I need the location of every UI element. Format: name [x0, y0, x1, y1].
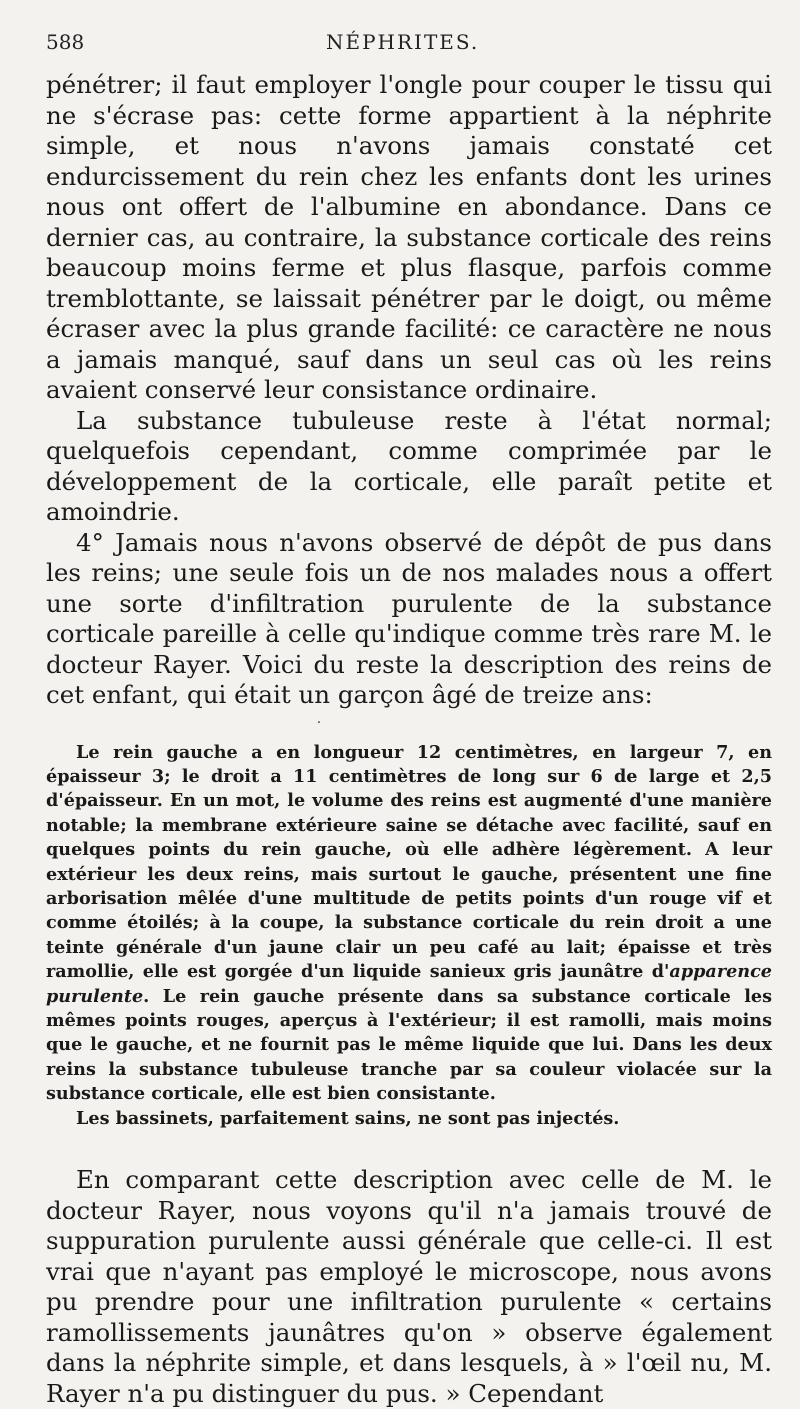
case-italic-term: apparence purulente	[46, 961, 772, 1007]
case-paragraph-1	[46, 741, 772, 1107]
page-number: 588	[46, 30, 85, 54]
case-text-part-2: . Le rein gauche présente dans sa substance corticale les mêmes points rouges, aperçus à l'extérieur; il est ramolli, mais moins que le gauche, et ne fournit pas le même liquide que lui. Dans les deux reins la substance tubuleuse tranche par sa couleur violacée sur la substance corticale, elle est bien consistante.	[46, 985, 772, 1105]
case-text-part-1: Le rein gauche a en longueur 12 centimètres, en largeur 7, en épaisseur 3; le droit a 11 centimètres de long sur 6 de large et 2,5 d'épaisseur. En un mot, le volume des reins est augmenté d'une manière notable; la membrane extérieure saine se détache avec facilité, sauf en quelques points du rein gauche, où elle adhère légèrement. A leur extérieur les deux reins, mais surtout le gauche, présentent une fine arborisation mêlée d'une multitude de petits points d'un rouge vif et comme étoilés; à la coupe, la substance corticale du rein droit a une teinte générale d'un jaune clair un peu café au lait; épaisse et très ramollie, elle est gorgée d'un liquide sanieux gris jaunâtre d'	[46, 741, 772, 983]
running-head	[46, 30, 772, 70]
separator-mark: ·	[316, 714, 322, 731]
case-paragraph-2: Les bassinets, parfaitement sains, ne sont pas injectés.	[76, 1107, 620, 1129]
paragraph-1: pénétrer; il faut employer l'ongle pour couper le tissu qui ne s'écrase pas: cette forme appartient à la néphrite simple, et nous n'avons jamais constaté cet endurcissement du rein chez les enfants dont les urines nous ont offert de l'albumine en abondance. Dans ce dernier cas, au contraire, la substance corticale des reins beaucoup moins ferme et plus flasque, parfois comme tremblottante, se laissait pénétrer par le doigt, ou même écraser avec la plus grande facilité: ce caractère ne nous a jamais manqué, sauf dans un seul cas où les reins avaient conservé leur consistance ordinaire.	[46, 70, 772, 404]
case-description	[46, 741, 772, 1132]
paragraph-2: La substance tubuleuse reste à l'état normal; quelquefois cependant, comme comprimée par le développement de la corticale, elle paraît petite et amoindrie.	[46, 405, 772, 526]
running-title: NÉPHRITES.	[326, 30, 480, 54]
paragraph-3: 4° Jamais nous n'avons observé de dépôt de pus dans les reins; une seule fois un de nos malades nous a offert une sorte d'infiltration purulente de la substance corticale pareille à celle qu'indique comme très rare M. le docteur Rayer. Voici du reste la description des reins de cet enfant, qui était un garçon âgé de treize ans:	[46, 527, 772, 709]
main-text	[46, 70, 772, 711]
paragraph-4: En comparant cette description avec celle de M. le docteur Rayer, nous voyons qu'il n'a jamais trouvé de suppuration purulente aussi générale que celle-ci. Il est vrai que n'ayant pas employé le microscope, nous avons pu prendre pour une infiltration purulente « certains ramollissements jaunâtres qu'on » observe également dans la néphrite simple, et dans lesquels, à » l'œil nu, M. Rayer n'a pu distinguer du pus. » Cependant	[46, 1165, 772, 1408]
closing-text	[46, 1165, 772, 1409]
